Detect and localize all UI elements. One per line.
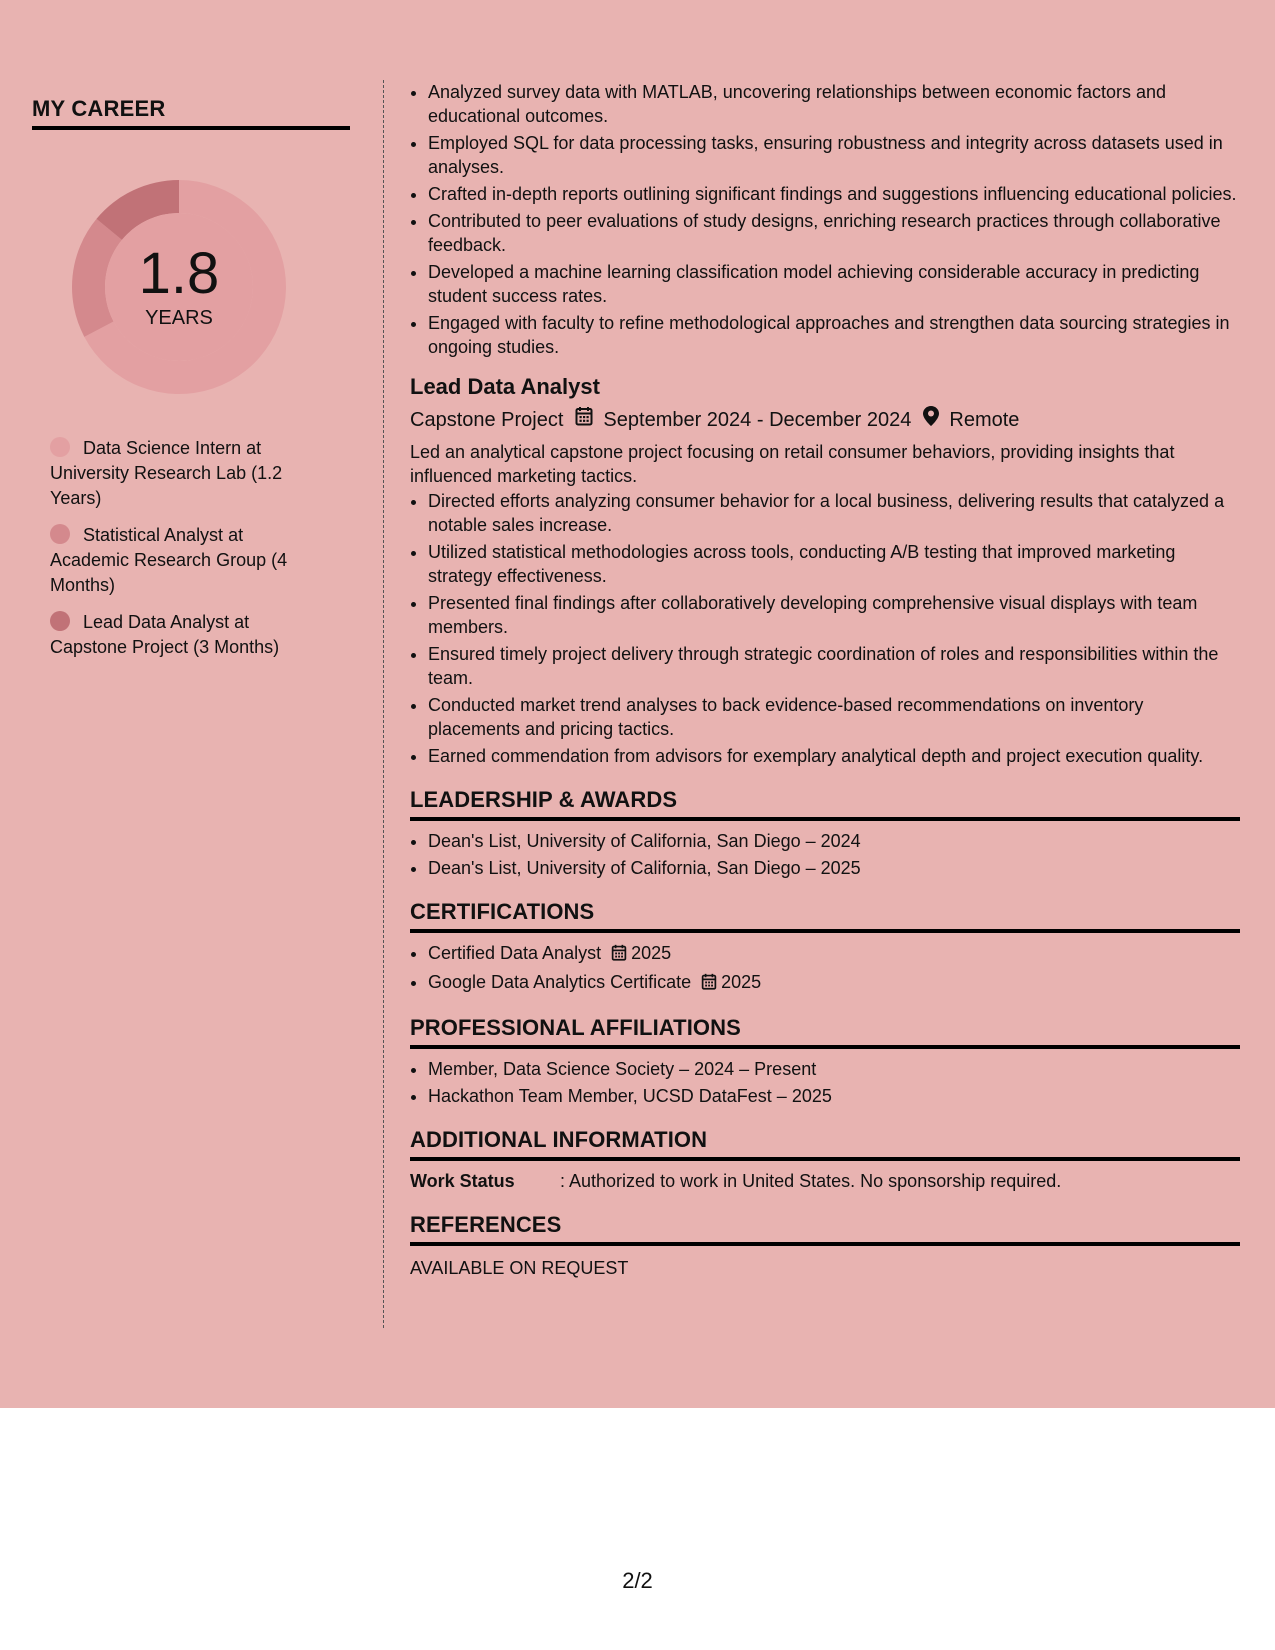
work-status-row bbox=[410, 1169, 1240, 1193]
affiliation-item: • Hackathon Team Member, UCSD DataFest – 2025 bbox=[428, 1084, 1240, 1108]
legend-label: Lead Data Analyst at Capstone Project (3 Months) bbox=[50, 612, 280, 657]
legend-item bbox=[50, 523, 312, 598]
bullet-item: • Earned commendation from advisors for exemplary analytical depth and project execution quality. bbox=[428, 744, 1240, 768]
location-pin-icon bbox=[923, 406, 939, 434]
bullet-item: • Utilized statistical methodologies across tools, conducting A/B testing that improved marketing strategy effectiveness. bbox=[428, 540, 1240, 588]
job-company: Capstone Project bbox=[410, 409, 564, 431]
certification-year: 2025 bbox=[631, 943, 672, 963]
award-item: • Dean's List, University of California, San Diego – 2025 bbox=[428, 856, 1240, 880]
certification-item bbox=[428, 941, 1240, 967]
donut-center bbox=[66, 174, 292, 400]
bullet-item: • Engaged with faculty to refine methodological approaches and strengthen data sourcing strategies in ongoing studies. bbox=[428, 311, 1240, 359]
legend-dot bbox=[50, 524, 70, 544]
bullet-item: • Ensured timely project delivery through strategic coordination of roles and responsibilities within the team. bbox=[428, 642, 1240, 690]
career-heading: MY CAREER bbox=[32, 96, 350, 130]
job-location: Remote bbox=[949, 409, 1020, 431]
job-title: Lead Data Analyst bbox=[410, 374, 600, 399]
legend-dot bbox=[50, 437, 70, 457]
legend-label: Data Science Intern at University Research Lab (1.2 Years) bbox=[50, 438, 283, 508]
career-sidebar bbox=[32, 96, 352, 672]
work-status-value: : Authorized to work in United States. No sponsorship required. bbox=[560, 1171, 1062, 1191]
legend-label: Statistical Analyst at Academic Research Group (4 Months) bbox=[50, 525, 288, 595]
career-legend bbox=[50, 436, 312, 660]
calendar-icon bbox=[575, 406, 593, 434]
certification-name: Certified Data Analyst bbox=[428, 943, 602, 963]
column-divider bbox=[383, 80, 384, 1328]
affiliation-item: • Member, Data Science Society – 2024 – Present bbox=[428, 1057, 1240, 1081]
work-status-label: Work Status bbox=[410, 1171, 515, 1191]
bullet-item: • Employed SQL for data processing tasks, ensuring robustness and integrity across datasets used in analyses. bbox=[428, 131, 1240, 179]
bullet-item: • Developed a machine learning classification model achieving considerable accuracy in predicting student success rates. bbox=[428, 260, 1240, 308]
previous-job-bullets bbox=[410, 80, 1240, 359]
bullet-item: • Presented final findings after collaboratively developing comprehensive visual displays with team members. bbox=[428, 591, 1240, 639]
bullet-item: • Directed efforts analyzing consumer behavior for a local business, delivering results that catalyzed a notable sales increase. bbox=[428, 489, 1240, 537]
total-years-value: 1.8 bbox=[138, 241, 220, 306]
award-item: • Dean's List, University of California, San Diego – 2024 bbox=[428, 829, 1240, 853]
leadership-heading: LEADERSHIP & AWARDS bbox=[410, 786, 1240, 821]
bullet-item: • Contributed to peer evaluations of study designs, enriching research practices through collaborative feedback. bbox=[428, 209, 1240, 257]
certifications-list bbox=[410, 941, 1240, 996]
certification-name: Google Data Analytics Certificate bbox=[428, 972, 692, 992]
job-bullets bbox=[410, 489, 1240, 768]
references-text: AVAILABLE ON REQUEST bbox=[410, 1258, 629, 1278]
references-heading: REFERENCES bbox=[410, 1211, 1240, 1246]
leadership-list bbox=[410, 829, 1240, 880]
page-number: 2/2 bbox=[622, 1568, 653, 1593]
certification-year: 2025 bbox=[721, 972, 762, 992]
additional-info-heading: ADDITIONAL INFORMATION bbox=[410, 1126, 1240, 1161]
legend-dot bbox=[50, 611, 70, 631]
career-donut-chart bbox=[66, 174, 292, 400]
job-description: Led an analytical capstone project focusing on retail consumer behaviors, providing insights that influenced marketing tactics. bbox=[410, 442, 1175, 486]
certifications-heading: CERTIFICATIONS bbox=[410, 898, 1240, 933]
affiliations-heading: PROFESSIONAL AFFILIATIONS bbox=[410, 1014, 1240, 1049]
total-years-unit: YEARS bbox=[145, 307, 213, 329]
legend-item bbox=[50, 610, 312, 660]
legend-item bbox=[50, 436, 312, 511]
bullet-item: • Conducted market trend analyses to back evidence-based recommendations on inventory placements and pricing tactics. bbox=[428, 693, 1240, 741]
bullet-item: • Crafted in-depth reports outlining significant findings and suggestions influencing educational policies. bbox=[428, 182, 1240, 206]
bullet-item: • Analyzed survey data with MATLAB, uncovering relationships between economic factors and educational outcomes. bbox=[428, 80, 1240, 128]
calendar-icon bbox=[701, 972, 717, 996]
main-content bbox=[410, 80, 1240, 1280]
calendar-icon bbox=[611, 943, 627, 967]
job-dates: September 2024 - December 2024 bbox=[603, 409, 912, 431]
affiliations-list bbox=[410, 1057, 1240, 1108]
job-meta bbox=[410, 406, 1240, 434]
certification-item bbox=[428, 970, 1240, 996]
